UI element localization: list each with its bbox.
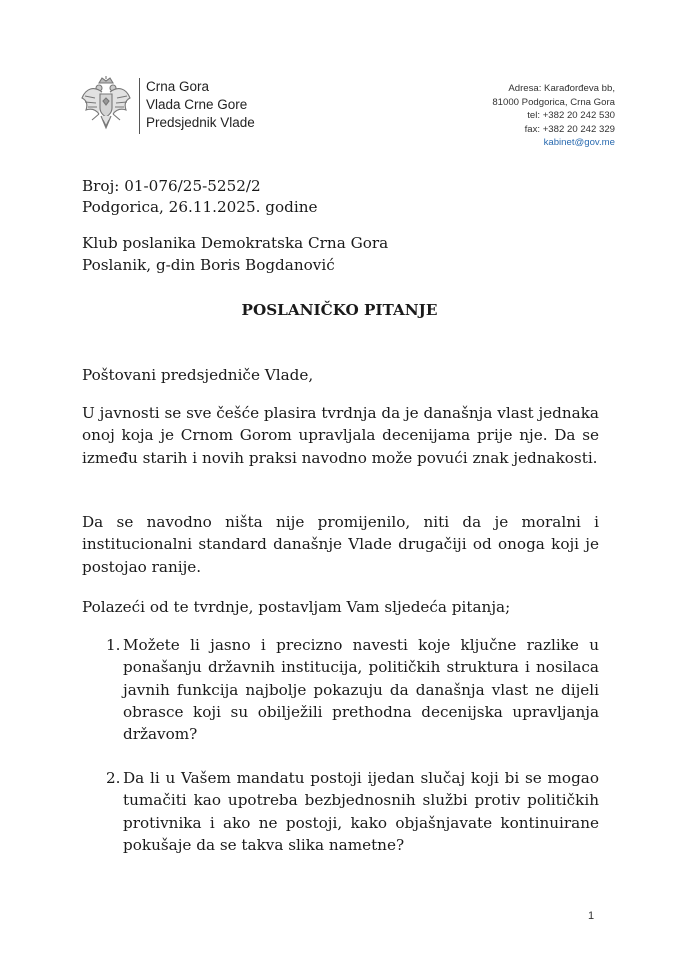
contact-city: 81000 Podgorica, Crna Gora: [492, 96, 615, 108]
paragraph: Polazeći od te tvrdnje, postavljam Vam sljedeća pitanja;: [82, 598, 511, 616]
contact-block: [492, 82, 615, 150]
question-number: 1.: [106, 636, 121, 654]
question-text: Da li u Vašem mandatu postoji ijedan slučaj koji bi se mogao tumačiti kao upotreba bezbjednosnih službi protiv političkih protivnika i ako ne postoji, kako objašnjavate kontinuirane pokušaje da se takva slika nametne?: [123, 769, 599, 854]
paragraph: Da se navodno ništa nije promijenilo, niti da je moralni i institucionalni standard današnje Vlade drugačiji od onoga koji je postojao ranije.: [82, 513, 599, 576]
question-text: Možete li jasno i precizno navesti koje ključne razlike u ponašanju državnih institucija, političkih struktura i nosilaca javnih funkcija najbolje pokazuju da današnja vlast ne dijeli obrasce koji su obilježili prethodna decenijska upravljanja državom?: [123, 636, 599, 744]
contact-tel: tel: +382 20 242 530: [527, 110, 615, 121]
page-number: 1: [588, 910, 595, 922]
question-number: 2.: [106, 769, 121, 787]
contact-email-link[interactable]: kabinet@gov.me: [543, 137, 615, 148]
institution-line-country: Crna Gora: [146, 79, 210, 94]
header-divider: [139, 78, 140, 134]
institution-line-office: Predsjednik Vlade: [146, 115, 255, 130]
paragraph: U javnosti se sve češće plasira tvrdnja da je današnja vlast jednaka onoj koja je Crnom Gorom upravljala decenijama prije nje. Da se između starih i novih praksi navodno može povući znak jednakosti.: [82, 404, 599, 467]
institution-name: [146, 78, 255, 132]
document-number: Broj: 01-076/25-5252/2: [82, 177, 261, 195]
institution-line-government: Vlada Crne Gore: [146, 97, 248, 112]
contact-address: Adresa: Karađorđeva bb,: [508, 83, 615, 94]
recipient-club: Klub poslanika Demokratska Crna Gora: [82, 234, 389, 252]
recipient-mp: Poslanik, g-din Boris Bogdanović: [82, 256, 335, 274]
salutation: Poštovani predsjedniče Vlade,: [82, 366, 314, 384]
document-place-date: Podgorica, 26.11.2025. godine: [82, 198, 318, 216]
coat-of-arms-icon: [80, 76, 132, 134]
document-title: POSLANIČKO PITANJE: [241, 301, 438, 319]
contact-fax: fax: +382 20 242 329: [524, 123, 615, 135]
